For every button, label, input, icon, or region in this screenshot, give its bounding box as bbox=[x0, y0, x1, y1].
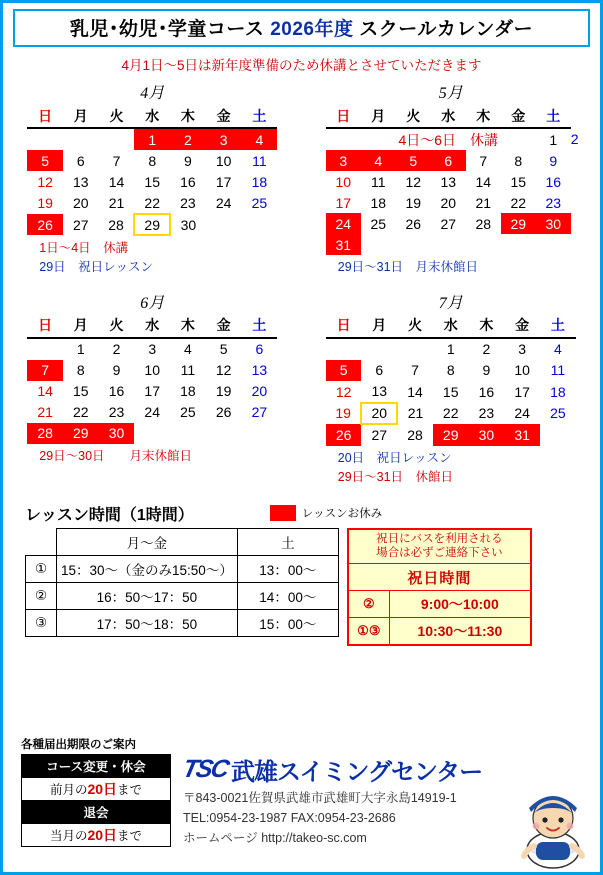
calendar-day: 3 bbox=[148, 341, 157, 358]
calendar-day: 7 bbox=[479, 152, 488, 169]
page-title-bar bbox=[13, 9, 590, 47]
calendar-day: 12 bbox=[37, 173, 53, 190]
calendar-day-holiday-lesson: 29 bbox=[134, 214, 170, 235]
calendar-day-closed: 30 bbox=[536, 213, 571, 234]
month-table bbox=[27, 105, 277, 236]
title-main: 乳児･幼児･学童コース bbox=[69, 19, 265, 40]
holiday-slot-number: ② bbox=[348, 591, 390, 618]
calendar-day-closed: 29 bbox=[433, 424, 469, 446]
calendar-day: 20 bbox=[73, 195, 89, 211]
lesson-time-table bbox=[25, 528, 339, 637]
calendar-day-closed: 4 bbox=[361, 150, 396, 171]
calendar-day: 9 bbox=[482, 362, 491, 379]
lesson-header-row bbox=[26, 528, 339, 555]
month-notes bbox=[39, 239, 283, 278]
lesson-slot-number: ② bbox=[26, 582, 57, 609]
calendar-row-2 bbox=[3, 290, 600, 488]
lesson-saturday-time: 13：00〜 bbox=[237, 555, 338, 582]
holiday-time-table bbox=[347, 528, 532, 647]
weekday-header: 月 bbox=[361, 315, 397, 338]
calendar-day-empty bbox=[326, 338, 362, 360]
weekday-header: 水 bbox=[431, 105, 466, 128]
calendar-day-closed: 26 bbox=[326, 424, 362, 446]
calendar-day: 30 bbox=[180, 216, 197, 233]
calendar-day-empty bbox=[540, 424, 576, 446]
procedure-header-cell: 退会 bbox=[22, 801, 171, 824]
title-year: 2026年度 bbox=[270, 19, 354, 40]
weekday-header: 土 bbox=[540, 315, 576, 338]
calendar-day: 28 bbox=[407, 426, 423, 443]
calendar-week-row bbox=[27, 150, 277, 171]
calendar-week-row bbox=[27, 381, 277, 402]
footer-inner bbox=[21, 754, 590, 847]
calendar-week-row bbox=[326, 192, 576, 213]
company-tel: TEL:0954-23-1987 FAX:0954-23-2686 bbox=[183, 811, 396, 826]
company-name: 武雄スイミングセンター bbox=[231, 759, 483, 786]
holiday-bus-message: 祝日にバスを利用される 場合は必ずご連絡下さい bbox=[348, 529, 531, 564]
calendar-week-row bbox=[27, 338, 277, 360]
month-block-june bbox=[17, 290, 287, 488]
calendar-day: 19 bbox=[37, 195, 53, 211]
calendar-day: 14 bbox=[407, 383, 423, 400]
calendar-day: 18 bbox=[370, 194, 387, 211]
calendar-day-closed: 5 bbox=[27, 150, 63, 171]
calendar-day: 27 bbox=[371, 427, 388, 444]
calendar-day-empty bbox=[63, 128, 99, 150]
calendar-day: 20 bbox=[440, 194, 457, 211]
footer-section-title: 各種届出期限のご案内 bbox=[21, 739, 136, 751]
calendar-week-row bbox=[326, 150, 576, 171]
month-note: 29日〜31日 月末休館日 bbox=[337, 260, 479, 274]
calendar-day: 24 bbox=[144, 404, 160, 421]
month-block-july bbox=[316, 290, 586, 488]
calendar-day: 27 bbox=[440, 215, 457, 232]
calendar-day-empty bbox=[27, 338, 63, 360]
calendar-week-row bbox=[27, 214, 277, 235]
calendar-day: 12 bbox=[215, 362, 232, 379]
calendar-day-closed: 29 bbox=[501, 213, 536, 234]
weekday-header: 火 bbox=[397, 315, 433, 338]
weekday-header: 火 bbox=[99, 105, 135, 128]
calendar-day: 13 bbox=[371, 383, 388, 400]
calendar-day-closed: 31 bbox=[326, 234, 361, 255]
month-block-may bbox=[316, 80, 586, 278]
calendar-week-row bbox=[326, 234, 576, 255]
weekday-header: 火 bbox=[99, 315, 135, 338]
lesson-tables bbox=[25, 528, 582, 647]
holiday-slot-number: ①③ bbox=[348, 618, 390, 646]
calendar-day-closed: 28 bbox=[27, 423, 63, 444]
calendar-day: 21 bbox=[407, 405, 424, 422]
holiday-time-row bbox=[348, 618, 531, 646]
calendar-week-row bbox=[326, 171, 576, 192]
month-table bbox=[27, 315, 277, 444]
calendar-day: 25 bbox=[550, 405, 566, 422]
month-block-april bbox=[17, 80, 287, 278]
calendar-day: 11 bbox=[180, 362, 196, 379]
calendar-week-row bbox=[326, 128, 576, 150]
calendar-day: 25 bbox=[180, 404, 196, 421]
calendar-day: 16 bbox=[180, 173, 196, 190]
calendar-day: 24 bbox=[215, 195, 232, 211]
company-address: 〒843-0021佐賀県武雄市武雄町大字永島14919-1 bbox=[183, 791, 457, 805]
calendar-day: 22 bbox=[442, 405, 459, 422]
calendar-day: 26 bbox=[405, 215, 422, 232]
calendar-day-empty bbox=[206, 423, 242, 444]
procedure-deadline-cell: 前月の20日まで bbox=[22, 778, 171, 801]
calendar-day: 15 bbox=[442, 383, 459, 400]
calendar-day: 13 bbox=[440, 173, 457, 190]
calendar-day-closed: 4 bbox=[241, 128, 277, 150]
calendar-week-row bbox=[326, 403, 576, 424]
calendar-day-closed: 3 bbox=[206, 128, 242, 150]
calendar-day: 6 bbox=[76, 152, 85, 169]
weekday-header: 土 bbox=[241, 315, 277, 338]
procedure-body bbox=[22, 755, 171, 847]
calendar-day: 15 bbox=[144, 173, 160, 190]
tsc-logo-icon: TSC bbox=[180, 755, 231, 783]
calendar-day: 11 bbox=[550, 362, 566, 379]
calendar-day-empty bbox=[431, 234, 466, 255]
weekday-header: 水 bbox=[134, 105, 170, 128]
calendar-day: 19 bbox=[405, 194, 422, 211]
calendar-day-empty bbox=[241, 423, 277, 444]
calendar-day: 4 bbox=[553, 341, 562, 358]
calendar-day-closed: 7 bbox=[27, 360, 63, 381]
weekday-header: 月 bbox=[361, 105, 396, 128]
calendar-day: 23 bbox=[108, 404, 125, 421]
calendar-day: 1 bbox=[549, 131, 558, 148]
lesson-time-body bbox=[26, 528, 339, 636]
calendar-day-empty bbox=[536, 234, 571, 255]
lesson-heading: レッスン時間（1時間） bbox=[25, 506, 194, 524]
calendar-day: 1 bbox=[76, 341, 85, 358]
calendar-day: 8 bbox=[514, 152, 523, 169]
calendar-day: 25 bbox=[251, 195, 268, 211]
calendar-day-empty bbox=[397, 338, 433, 360]
calendar-day-empty bbox=[361, 338, 397, 360]
closed-color-label: レッスンお休み bbox=[301, 508, 383, 520]
calendar-day: 2 bbox=[570, 131, 579, 147]
calendar-day: 22 bbox=[73, 404, 89, 421]
calendar-day: 7 bbox=[411, 362, 419, 379]
calendar-inline-note: 4日〜6日 休講 bbox=[398, 131, 499, 148]
calendar-day-closed: 31 bbox=[504, 424, 540, 446]
holiday-time-row bbox=[348, 591, 531, 618]
month-note: 29日〜30日 月末休館日 bbox=[39, 448, 193, 463]
calendar-day: 2 bbox=[482, 341, 491, 358]
weekday-header: 木 bbox=[170, 315, 206, 338]
logo-line bbox=[180, 752, 590, 787]
calendar-day-empty bbox=[206, 214, 242, 235]
lesson-saturday-time: 15：00〜 bbox=[237, 609, 338, 636]
calendar-day: 17 bbox=[514, 383, 530, 400]
calendar-day: 2 bbox=[112, 341, 121, 358]
calendar-day: 19 bbox=[335, 405, 351, 422]
calendar-day: 23 bbox=[180, 195, 196, 211]
calendar-week-row bbox=[326, 381, 576, 403]
calendar-day: 17 bbox=[335, 194, 352, 211]
calendar-day-closed: 5 bbox=[396, 150, 431, 171]
weekday-header: 日 bbox=[27, 315, 63, 338]
calendar-day: 6 bbox=[255, 341, 264, 358]
calendar-day: 21 bbox=[37, 404, 53, 421]
calendar-week-row bbox=[27, 192, 277, 214]
calendar-day-closed: 2 bbox=[170, 128, 206, 150]
calendar-day: 14 bbox=[108, 173, 125, 190]
lesson-row bbox=[26, 582, 339, 609]
weekday-header: 土 bbox=[536, 105, 571, 128]
calendar-week-row bbox=[326, 213, 576, 234]
calendar-day: 8 bbox=[148, 152, 157, 169]
calendar-day: 11 bbox=[370, 173, 386, 190]
calendar-day: 6 bbox=[375, 362, 384, 379]
weekday-header: 日 bbox=[326, 315, 362, 338]
calendar-day-empty bbox=[241, 214, 277, 235]
month-note: 20日 祝日レッスン bbox=[337, 450, 452, 465]
lesson-slot-number: ③ bbox=[26, 609, 57, 636]
calendar-day-closed: 30 bbox=[469, 424, 505, 446]
calendar-day: 12 bbox=[335, 383, 352, 400]
page-title bbox=[15, 14, 588, 41]
weekday-header: 金 bbox=[206, 105, 242, 128]
calendar-day-closed: 3 bbox=[326, 150, 361, 171]
procedure-deadline-cell: 当月の20日まで bbox=[22, 824, 171, 847]
title-sub: スクールカレンダー bbox=[359, 19, 534, 40]
calendar-day: 17 bbox=[215, 173, 232, 190]
month-table bbox=[326, 105, 579, 255]
calendar-day: 27 bbox=[251, 404, 268, 421]
lesson-column-header: 土 bbox=[237, 528, 338, 555]
holiday-slot-time: 10:30〜11:30 bbox=[389, 618, 531, 646]
calendar-day: 20 bbox=[251, 383, 268, 400]
calendar-day: 5 bbox=[219, 341, 228, 358]
calendar-day: 8 bbox=[446, 362, 455, 379]
lesson-slot-number: ① bbox=[26, 555, 57, 582]
month-note: 29日 祝日レッスン bbox=[39, 260, 154, 275]
calendar-day: 13 bbox=[251, 362, 268, 379]
month-table bbox=[326, 315, 576, 446]
calendar-day: 1 bbox=[446, 341, 455, 358]
calendar-day: 22 bbox=[510, 194, 527, 211]
weekday-header: 水 bbox=[134, 315, 170, 338]
calendar-week-row bbox=[27, 128, 277, 150]
calendar-day: 4 bbox=[184, 341, 192, 358]
mascot-swimmer-icon bbox=[514, 784, 592, 870]
calendar-day-closed: 24 bbox=[326, 213, 361, 234]
weekday-header: 日 bbox=[326, 105, 361, 128]
calendar-day: 15 bbox=[510, 173, 527, 190]
lesson-corner-cell bbox=[26, 528, 57, 555]
calendar-day-empty bbox=[466, 234, 501, 255]
calendar-day: 13 bbox=[73, 173, 89, 190]
calendar-week-row bbox=[326, 338, 576, 360]
calendar-day: 10 bbox=[335, 173, 352, 190]
lesson-row bbox=[26, 609, 339, 636]
lesson-row bbox=[26, 555, 339, 582]
calendar-day: 10 bbox=[144, 362, 160, 379]
lesson-weekday-time: 16：50〜17：50 bbox=[57, 582, 238, 609]
weekday-header: 木 bbox=[170, 105, 206, 128]
calendar-week-row bbox=[326, 360, 576, 381]
calendar-day: 14 bbox=[37, 383, 53, 400]
calendar-day-empty bbox=[134, 423, 170, 444]
calendar-week-row bbox=[27, 402, 277, 423]
calendar-day: 19 bbox=[215, 383, 232, 400]
weekday-header: 木 bbox=[469, 315, 505, 338]
calendar-day: 28 bbox=[108, 216, 124, 233]
calendar-day: 14 bbox=[475, 173, 492, 190]
procedure-header-cell: コース変更・休会 bbox=[22, 755, 171, 778]
company-homepage[interactable]: ホームページ http://takeo-sc.com bbox=[183, 831, 367, 846]
calendar-day-holiday-lesson: 20 bbox=[361, 403, 397, 424]
calendar-day: 16 bbox=[545, 173, 562, 190]
weekday-header: 水 bbox=[433, 315, 469, 338]
weekday-header: 金 bbox=[504, 315, 540, 338]
calendar-day-empty bbox=[501, 234, 536, 255]
notice-text: 4月1日〜5日は新年度準備のため休講とさせていただきます bbox=[121, 58, 482, 73]
calendar-day: 16 bbox=[108, 383, 125, 400]
calendar-week-row bbox=[27, 171, 277, 192]
calendar-day: 18 bbox=[251, 173, 268, 190]
weekday-header: 日 bbox=[27, 105, 63, 128]
calendar-grid bbox=[3, 80, 600, 488]
footer bbox=[3, 732, 600, 872]
calendar-day-empty bbox=[27, 128, 63, 150]
month-label: 6月 bbox=[140, 294, 165, 312]
calendar-row-1 bbox=[3, 80, 600, 278]
month-label: 4月 bbox=[140, 85, 165, 102]
month-notes bbox=[338, 449, 582, 488]
holiday-time-title: 祝日時間 bbox=[348, 564, 531, 591]
lesson-weekday-time: 17：50〜18：50 bbox=[57, 609, 238, 636]
calendar-day-closed: 1 bbox=[134, 128, 170, 150]
calendar-day-closed: 6 bbox=[431, 150, 466, 171]
month-note: 29日〜31日 休館日 bbox=[337, 470, 454, 485]
calendar-day: 9 bbox=[549, 152, 558, 169]
lesson-weekday-time: 15：30〜（金のみ15:50〜） bbox=[57, 555, 238, 582]
lesson-saturday-time: 14：00〜 bbox=[237, 582, 338, 609]
weekday-header: 土 bbox=[241, 105, 277, 128]
month-label: 5月 bbox=[438, 85, 463, 102]
calendar-day-closed: 5 bbox=[326, 360, 362, 381]
lesson-column-header: 月〜金 bbox=[57, 528, 238, 555]
calendar-day: 25 bbox=[370, 215, 387, 232]
calendar-day-empty bbox=[170, 423, 206, 444]
calendar-day-empty bbox=[361, 234, 396, 255]
calendar-day: 15 bbox=[73, 383, 89, 400]
calendar-day: 21 bbox=[108, 195, 125, 211]
weekday-header: 月 bbox=[63, 315, 99, 338]
month-label: 7月 bbox=[438, 294, 463, 312]
weekday-header: 木 bbox=[466, 105, 501, 128]
calendar-day: 18 bbox=[180, 383, 196, 400]
calendar-day: 28 bbox=[475, 215, 492, 232]
calendar-day: 21 bbox=[475, 194, 492, 211]
lesson-heading-row bbox=[25, 502, 582, 525]
calendar-day: 18 bbox=[550, 383, 566, 400]
month-notes bbox=[39, 447, 283, 466]
calendar-day: 23 bbox=[478, 405, 495, 422]
calendar-day: 3 bbox=[518, 341, 527, 358]
month-note: 1日〜4日 休講 bbox=[39, 241, 129, 255]
weekday-header: 火 bbox=[396, 105, 431, 128]
calendar-day: 16 bbox=[478, 383, 495, 400]
calendar-day: 9 bbox=[184, 152, 192, 169]
calendar-day-closed: 26 bbox=[27, 214, 63, 235]
calendar-day: 10 bbox=[215, 152, 232, 169]
calendar-day: 26 bbox=[215, 404, 232, 421]
calendar-week-row bbox=[326, 424, 576, 446]
calendar-day: 10 bbox=[514, 362, 530, 379]
procedure-table bbox=[21, 754, 171, 847]
calendar-day: 8 bbox=[76, 362, 85, 379]
month-notes bbox=[338, 258, 582, 277]
calendar-day: 22 bbox=[144, 194, 160, 211]
calendar-day-empty bbox=[326, 128, 361, 150]
calendar-day-empty bbox=[396, 234, 431, 255]
calendar-day: 11 bbox=[252, 152, 267, 169]
weekday-header: 金 bbox=[501, 105, 536, 128]
calendar-day: 9 bbox=[112, 362, 121, 379]
calendar-day-closed: 30 bbox=[99, 423, 135, 444]
holiday-slot-time: 9:00〜10:00 bbox=[389, 591, 531, 618]
calendar-day: 17 bbox=[144, 383, 160, 400]
calendar-day-closed: 29 bbox=[63, 423, 99, 444]
weekday-header: 金 bbox=[206, 315, 242, 338]
closed-color-swatch bbox=[270, 505, 296, 521]
calendar-day-empty bbox=[99, 128, 135, 150]
calendar-day: 7 bbox=[112, 152, 121, 169]
calendar-week-row bbox=[27, 423, 277, 444]
lesson-time-section bbox=[3, 502, 600, 647]
holiday-time-body bbox=[348, 529, 531, 646]
calendar-day: 27 bbox=[73, 216, 89, 233]
calendar-week-row bbox=[27, 360, 277, 381]
weekday-header: 月 bbox=[63, 105, 99, 128]
calendar-day: 24 bbox=[514, 405, 530, 422]
calendar-day: 23 bbox=[545, 194, 562, 211]
calendar-day: 12 bbox=[405, 173, 422, 190]
